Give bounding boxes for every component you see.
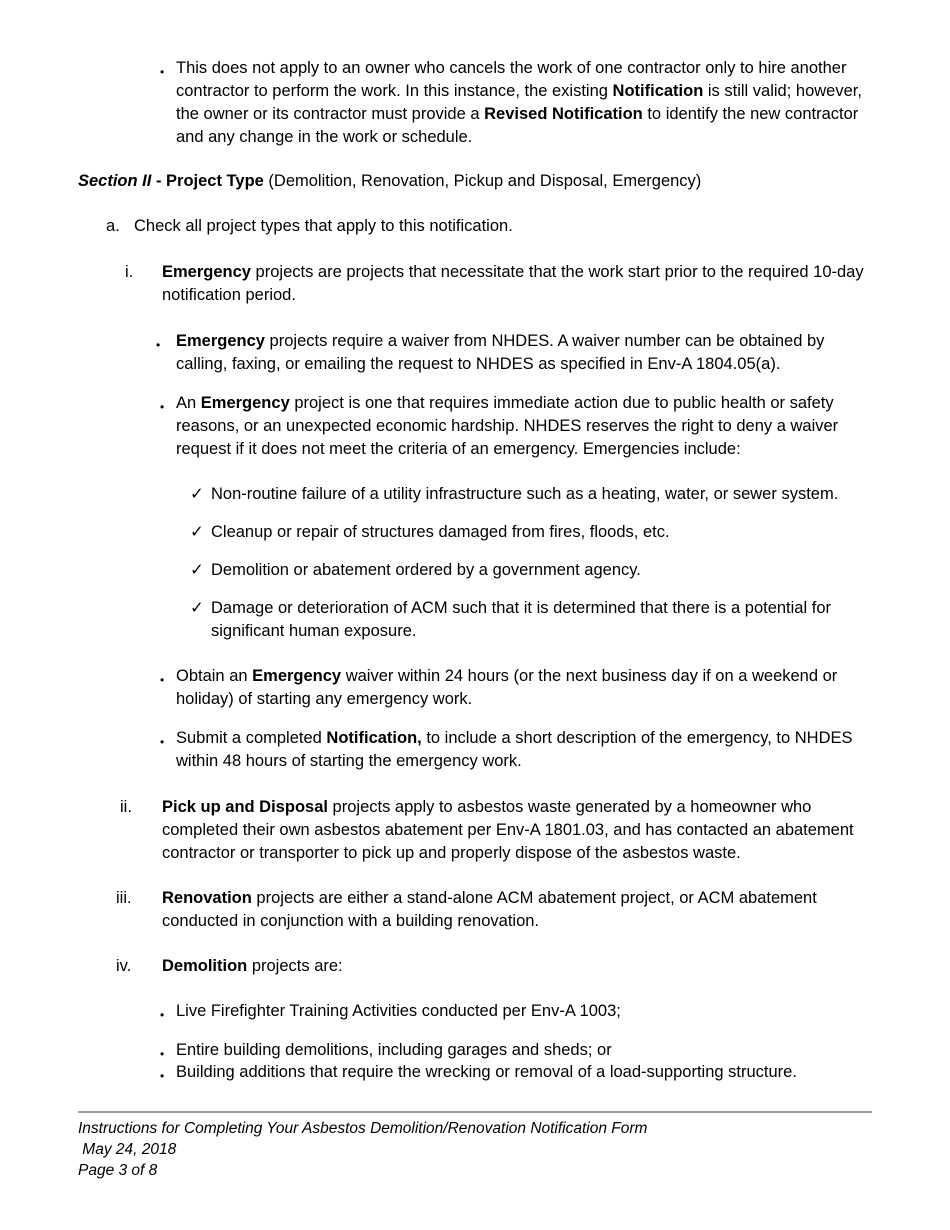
check-item: Non-routine failure of a utility infrastructure such as a heating, water, or sewer system. xyxy=(211,485,839,503)
list-marker-a: a. xyxy=(106,217,120,235)
list-marker-iii: iii. xyxy=(116,889,132,907)
bullet-icon: • xyxy=(160,1047,165,1061)
footer-page-number: Page 3 of 8 xyxy=(78,1162,158,1179)
emergency-timing-paragraph: Obtain an Emergency waiver within 24 hours (or the next business day if on a weekend or holiday) of starting any emergency work. xyxy=(176,667,838,708)
bullet-icon: • xyxy=(160,1069,165,1083)
emergency-waiver-paragraph: Emergency projects require a waiver from NHDES. A waiver number can be obtained by calling, faxing, or emailing the request to NHDES as specified in Env-A 1804.05(a). xyxy=(176,332,825,373)
bullet-icon: • xyxy=(160,1008,165,1022)
checkmark-icon: ✓ xyxy=(190,599,204,617)
item-ii-text: Pick up and Disposal projects apply to asbestos waste generated by a homeowner who completed their own asbestos abatement per Env-A 1801.03, and has contacted an abatement contractor or transporter to pick up and properly dispose of the asbestos waste. xyxy=(162,798,854,862)
section-heading: Section II - Project Type (Demolition, Renovation, Pickup and Disposal, Emergency) xyxy=(78,172,702,190)
bullet-icon: • xyxy=(156,338,161,352)
bullet-icon: • xyxy=(160,673,165,687)
item-i-text: Emergency projects are projects that necessitate that the work start prior to the required 10-day notification period. xyxy=(162,263,864,304)
bullet-icon: • xyxy=(160,400,165,414)
item-a-text: Check all project types that apply to this notification. xyxy=(134,217,513,235)
bullet-icon: • xyxy=(160,65,165,79)
emergency-definition-paragraph: An Emergency project is one that requires immediate action due to public health or safety reasons, or an unexpected economic hardship. NHDES reserves the right to deny a waiver request if it does not meet the criteria of an emergency. Emergencies include: xyxy=(176,394,839,458)
check-item: Cleanup or repair of structures damaged from fires, floods, etc. xyxy=(211,523,670,541)
paragraph-contractor-change: This does not apply to an owner who cancels the work of one contractor only to hire another contractor to perform the work. In this instance, the existing Notification is still valid; however, the owner or its contractor must provide a Revised Notification to identify the new contractor and any change in the work or schedule. xyxy=(176,59,862,146)
demolition-item: Entire building demolitions, including garages and sheds; or xyxy=(176,1041,612,1059)
check-item: Demolition or abatement ordered by a government agency. xyxy=(211,561,641,579)
item-iii-text: Renovation projects are either a stand-alone ACM abatement project, or ACM abatement conducted in conjunction with a building renovation. xyxy=(162,889,817,930)
bullet-icon: • xyxy=(160,735,165,749)
demolition-item: Live Firefighter Training Activities conducted per Env-A 1003; xyxy=(176,1002,621,1020)
emergency-notification-paragraph: Submit a completed Notification, to include a short description of the emergency, to NHDES within 48 hours of starting the emergency work. xyxy=(176,729,853,770)
footer-divider xyxy=(78,1111,872,1113)
list-marker-iv: iv. xyxy=(116,957,132,975)
checkmark-icon: ✓ xyxy=(190,485,204,503)
demolition-item: Building additions that require the wrecking or removal of a load-supporting structure. xyxy=(176,1063,797,1081)
checkmark-icon: ✓ xyxy=(190,523,204,541)
list-marker-ii: ii. xyxy=(120,798,132,816)
footer-title: Instructions for Completing Your Asbestos Demolition/Renovation Notification Form xyxy=(78,1120,648,1137)
list-marker-i: i. xyxy=(125,263,134,281)
footer-date: May 24, 2018 xyxy=(78,1141,177,1158)
checkmark-icon: ✓ xyxy=(190,561,204,579)
check-item: Damage or deterioration of ACM such that it is determined that there is a potential for significant human exposure. xyxy=(211,599,831,640)
item-iv-text: Demolition projects are: xyxy=(162,957,343,975)
